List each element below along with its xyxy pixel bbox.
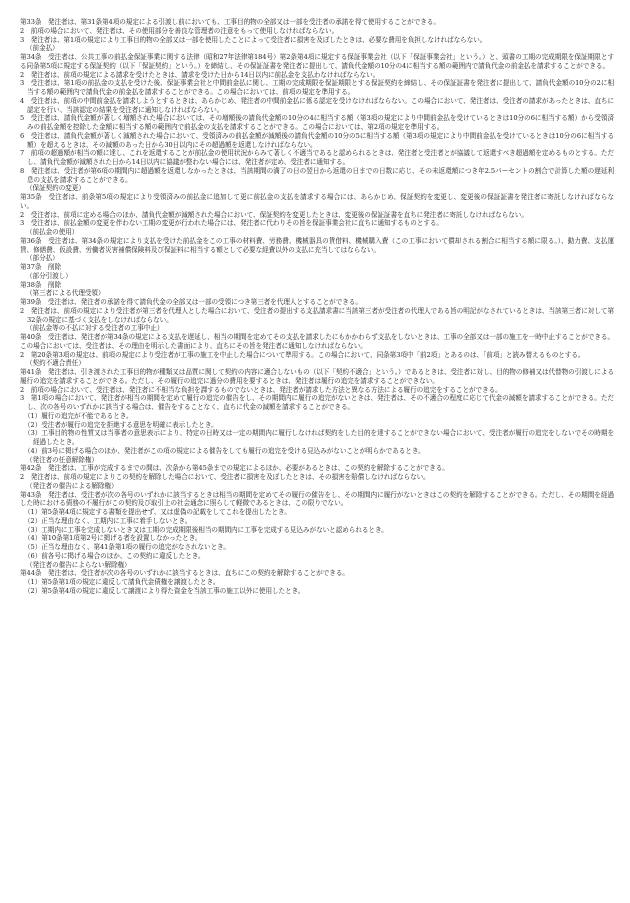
article-text: 第39条 受注者は、発注者の承諾を得て請負代金の全部又は一部の受領につき第三者を代理人とすることができる。 [20,298,362,306]
article-text: 第34条 受注者は、公共工事の前払金保証事業に関する法律（昭和27年法律第184号）第2条第4項に規定する保証事業会社（以下「保証事業会社」という。）と、頭書の工期の完成期限を保証期限とする同条第5項に規定する保証契約（以下「保証契約」という。）を締結し、その保証証書を発注者に提出して、請負代金額の10分の4に相当する額の範囲内で請負代金の前金払を請求することができる。 [20,53,614,70]
article-heading: （発注者の催告による解除権） [26,481,118,490]
list-item: （5）正当な理由なく、第41条第1項の履行の追完がなされないとき。 [24,543,230,551]
list-item: （3）工事目的物の性質又は当事者の意思表示により、特定の日時又は一定の期間内に履行しなければ契約をした目的を達することができない場合において、受注者が履行の追完をしないでその時期を経過したとき。 [24,429,614,446]
article-heading: （第三者による代理受領） [26,289,105,298]
article-text: 第36条 受注者は、第34条の規定により支払を受けた前払金をこの工事の材料費、労務費、機械器具の賃借料、機械購入費（この工事において償却される割合に相当する額に限る。）、動力費、支払運賃、修繕費、仮設費、労働者災害補償保険料及び保証料に相当する額として必要な経費以外の支払に充当してはならない。 [20,236,614,254]
article-heading: （発注者の催告によらない解除権） [26,560,131,569]
paragraph-text: 2 受注者は、前項に定める場合のほか、請負代金額が減額された場合において、保証契約を変更したときは、変更後の保証証書を直ちに発注者に寄託しなければならない。 [20,210,528,219]
article-text: 第38条 削除 [20,280,62,289]
list-item: （4）前3号に掲げる場合のほか、発注者がこの項の規定による催告をしても履行の追完を受ける見込みがないことが明らかであるとき。 [24,446,425,455]
article-text: 第42条 発注者は、工事が完成するまでの間は、次条から第45条までの規定によるほか、必要があるときは、この契約を解除することができる。 [20,464,449,473]
list-item: （6）前各号に掲げる場合のほか、この契約に違反したとき。 [24,551,205,560]
article-text: 第40条 受注者は、発注者が第34条の規定による支払を遅延し、相当の期間を定めてその支払を請求したにもかかわらず支払をしないときは、工事の全部又は一部の施工を一時中止することができる。この場合においては、受注者は、その理由を明示した書面により、直ちにその旨を発注者に通知しなければならない。 [20,333,614,350]
paragraph-text: 3 受注者は、前払金額の変更を伴わない工期の変更が行われた場合には、発注者に代わりその旨を保証事業会社に直ちに通知するものとする。 [20,219,443,228]
paragraph-text: 6 受注者は、請負代金額が著しく減額された場合において、受領済みの前払金額が減額後の請負代金額の10分の5に相当する額（第3項の規定により中間前金払を受けているときは10分の6に相当する額）を超えるときは、その減額のあった日から30日以内にその超過額を返還しなければならない。 [20,131,614,149]
list-item: （2）第5条第4項の規定に違反して譲渡により得た資金を当該工事の施工以外に使用したとき。 [24,586,305,595]
article-heading: （前払金の使用） [26,228,79,236]
paragraph-text: 8 発注者は、受注者が第6項の期間内に超過額を返還しなかったときは、当該期間の満了の日の翌日から返還の日までの日数に応じ、その未返還額につき年2.5パーセントの割合で計算した額の遅延利息の支払を請求することができる。 [20,166,614,184]
list-item: （2）正当な理由なく、工期内に工事に着手しないとき。 [24,516,192,525]
paragraph-text: 2 前項の場合において、発注者は、その使用部分を善良な管理者の注意をもって使用しなければならない。 [20,26,339,35]
list-item: （3）工期内に工事を完成しないとき又は工期の完成期限後相当の期間内に工事を完成する見込みがないと認められるとき。 [24,525,388,534]
paragraph-text: 7 前項の超過額が相当の額に達し、これを返還することが前払金の使用状況からみて著しく不適当であると認められるときは、発注者と受注者とが協議して返還すべき超過額を定めるものとする。ただし、請負代金額が減額された日から14日以内に協議が整わない場合には、発注者が定め、受注者に通知する。 [20,149,614,166]
article-heading: （部分引渡し） [26,271,72,280]
paragraph-text: 2 前項の場合において、受注者は、発注者に不相当な負担を課するものでないときは、発注者が請求した方法と異なる方法による履行の追完をすることができる。 [20,385,502,394]
article-text: 第44条 発注者は、受注者が次の各号のいずれかに該当するときは、直ちにこの契約を解除することができる。 [20,569,349,578]
list-item: （1）履行の追完が不能であるとき。 [24,411,133,420]
paragraph-text: 4 受注者は、前項の中間前金払を請求しようとするときは、あらかじめ、発注者の中間前金払に係る認定を受けなければならない。この場合において、発注者は、受注者の請求があったときは、直ちに認定を行い、当該認定の結果を受注者に通知しなければならない。 [20,96,614,114]
paragraph-text: 5 受注者は、請負代金額が著しく増額された場合においては、その増額後の請負代金額の10分の4に相当する額（第3項の規定により中間前金払を受けているときは10分の6に相当する額）から受領済みの前払金額を控除した金額に相当する額の範囲内で前払金の支払を請求することができる。この場合においては、第2項の規定を準用する。 [20,114,614,131]
list-item: （1）第5条第4項に規定する書類を提出せず、又は虚偽の記載をしてこれを提出したとき。 [24,508,291,516]
paragraph-text: 3 発注者は、第1項の規定により工事目的物の全部又は一部を使用したことによって受注者に損害を及ぼしたときは、必要な費用を負担しなければならない。 [20,35,487,44]
article-heading: （前払金等の不払に対する受注者の工事中止） [26,324,164,333]
article-heading: （部分払） [26,254,59,263]
article-heading: （発注者の任意解除権） [26,455,98,464]
article-text: 第41条 発注者は、引き渡された工事目的物が種類又は品質に関して契約の内容に適合しないもの（以下「契約不適合」という。）であるときは、受注者に対し、目的物の修補又は代替物の引渡しによる履行の追完を請求することができる。ただし、その履行の追完に過分の費用を要するときは、発注者は履行の追完を請求することができない。 [20,368,614,385]
paragraph-text: 2 発注者は、前項の規定による請求を受けたときは、請求を受けた日から14日以内に前払金を支払わなければならない。 [20,70,380,79]
article-text: 第43条 発注者は、受注者が次の各号のいずれかに該当するときは相当の期間を定めてその履行の催告をし、その期間内に履行がないときはこの契約を解除することができる。ただし、その期間を経過した時における債務の不履行がこの契約及び取引上の社会通念に照らして軽微であるときは、この限りでない。 [20,490,614,508]
article-text: 第35条 受注者は、前条第5項の規定により受領済みの前払金に追加して更に前払金の支払を請求する場合には、あらかじめ、保証契約を変更し、変更後の保証証書を発注者に寄託しなければならない。 [20,193,614,210]
list-item: （2）受注者が履行の追完を拒絶する意思を明確に表示したとき。 [24,420,218,429]
article-heading: （保証契約の変更） [26,184,85,193]
article-heading: （契約不適合責任） [26,359,85,368]
paragraph-text: 2 第20条第3項の規定は、前項の規定により受注者が工事の施工を中止した場合について準用する。この場合において、同条第3項中「前2項」とあるのは、「前項」と読み替えるものとする。 [20,350,585,359]
list-item: （1）第5条第1項の規定に違反して請負代金債権を譲渡したとき。 [24,578,220,586]
paragraph-text: 2 発注者は、前項の規定によりこの契約を解除した場合において、受注者に損害を及ぼしたときは、その損害を賠償しなければならない。 [20,473,430,481]
paragraph-text: 3 第1項の場合において、発注者が相当の期間を定めて履行の追完の催告をし、その期間内に履行の追完がないときは、発注者は、その不適合の程度に応じて代金の減額を請求することができる。ただし、次の各号のいずれかに該当する場合は、催告をすることなく、直ちに代金の減額を請求することができる。 [20,394,614,411]
article-text: 第33条 発注者は、第31条第4項の規定による引渡し前においても、工事目的物の全部又は一部を受注者の承諾を得て使用することができる。 [20,18,440,26]
article-text: 第37条 削除 [20,263,62,271]
article-heading: （前金払） [26,44,59,53]
list-item: （4）第10条第1項第2号に掲げる者を設置しなかったとき。 [24,534,202,543]
paragraph-text: 3 受注者は、第1項の前払金の支払を受けた後、保証事業会社と中間前金払に関し、工期の完成期限を保証期限とする保証契約を締結し、その保証証書を発注者に提出して、請負代金額の10分の2に相当する額の範囲内で請負代金の前金払を請求することができる。この場合においては、前項の規定を準用する。 [20,79,614,96]
paragraph-text: 2 発注者は、前項の規定により受注者が第三者を代理人とした場合において、受注者の提出する支払請求書に当該第三者が受注者の代理人である旨の明記がなされているときは、当該第三者に対して第32条の規定に基づく支払をしなければならない。 [20,306,614,324]
